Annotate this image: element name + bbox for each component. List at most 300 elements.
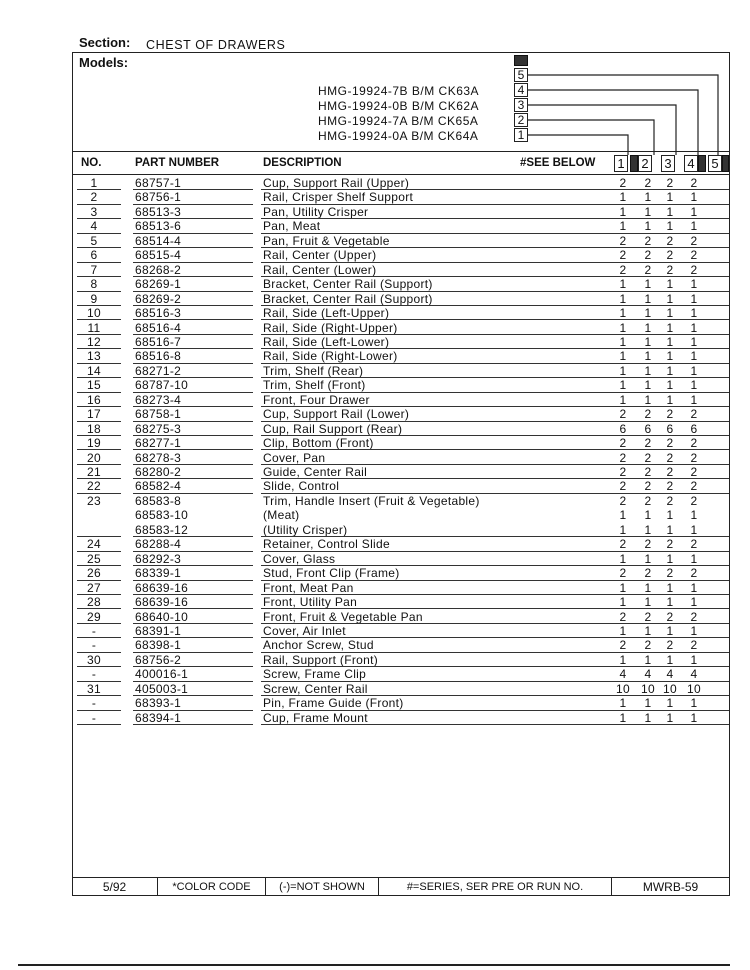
- section-label: Section:: [79, 35, 131, 50]
- model-box-5: 5: [514, 68, 528, 82]
- quantity-model-3: 1: [666, 334, 674, 349]
- quantity-model-1: 2: [619, 176, 627, 190]
- row-number: 24: [87, 537, 101, 552]
- footer-color-code: *COLOR CODE: [172, 881, 251, 893]
- part-number: 405003-1: [135, 681, 189, 696]
- quantity-model-2: 1: [644, 219, 652, 234]
- part-number: 68583-10: [135, 508, 189, 523]
- quantity-model-4: 2: [690, 450, 698, 465]
- row-number: 10: [87, 306, 101, 321]
- quantity-model-2: 1: [644, 190, 652, 205]
- quantity-model-1: 1: [619, 363, 627, 378]
- quantity-model-2: 1: [644, 334, 652, 349]
- quantity-model-2: 1: [644, 204, 652, 219]
- part-number: 68513-6: [135, 219, 182, 234]
- quantity-model-1: 1: [619, 696, 627, 711]
- quantity-model-3: 1: [666, 349, 674, 364]
- part-description: Trim, Handle Insert (Fruit & Vegetable): [263, 493, 480, 508]
- quantity-model-4: 2: [690, 609, 698, 624]
- quantity-model-3: 2: [666, 176, 674, 190]
- part-description: Retainer, Control Slide: [263, 537, 390, 552]
- row-number: -: [91, 667, 97, 682]
- part-number: 68757-1: [135, 176, 182, 190]
- table-row: [73, 638, 729, 652]
- quantity-model-3: 2: [666, 436, 674, 451]
- quantity-model-3: 2: [666, 479, 674, 494]
- quantity-model-3: 2: [666, 465, 674, 479]
- quantity-model-1: 1: [619, 522, 627, 537]
- footer-not-shown: (-)=NOT SHOWN: [279, 881, 365, 893]
- row-number: 15: [87, 378, 101, 393]
- quantity-model-1: 2: [619, 262, 627, 277]
- table-row: [73, 364, 729, 378]
- part-number: 68393-1: [135, 696, 182, 711]
- table-row: [73, 624, 729, 638]
- part-description: Rail, Center (Upper): [263, 248, 377, 263]
- model-box-2: 2: [514, 113, 528, 127]
- quantity-model-2: 2: [644, 609, 652, 624]
- row-number: 25: [87, 551, 101, 566]
- row-number: 13: [87, 349, 101, 364]
- part-number: 68269-1: [135, 277, 182, 292]
- row-number: 6: [90, 248, 98, 263]
- part-description: Front, Utility Pan: [263, 595, 358, 610]
- quantity-model-4: 1: [690, 320, 698, 335]
- quantity-model-4: 1: [690, 334, 698, 349]
- part-description: Clip, Bottom (Front): [263, 436, 374, 451]
- table-row: [73, 234, 729, 248]
- part-number: 68394-1: [135, 710, 182, 725]
- quantity-model-1: 1: [619, 291, 627, 306]
- quantity-model-3: 2: [666, 450, 674, 465]
- quantity-model-4: 2: [690, 465, 698, 479]
- row-number: 20: [87, 450, 101, 465]
- part-description: Front, Fruit & Vegetable Pan: [263, 609, 423, 624]
- col-box-5: 5: [708, 155, 722, 172]
- table-row: [73, 321, 729, 335]
- quantity-model-2: 2: [644, 176, 652, 190]
- part-number: 68640-10: [135, 609, 189, 624]
- col-box-4: 4: [684, 155, 698, 172]
- section-value: CHEST OF DRAWERS: [146, 38, 286, 52]
- part-description: (Utility Crisper): [263, 522, 348, 537]
- table-row: [73, 219, 729, 233]
- row-underline: [77, 724, 121, 725]
- part-number: 68787-10: [135, 378, 189, 393]
- table-row: [73, 465, 729, 479]
- table-row: [73, 335, 729, 349]
- part-number: 68273-4: [135, 392, 182, 407]
- quantity-model-3: 1: [666, 378, 674, 393]
- quantity-model-3: 2: [666, 262, 674, 277]
- quantity-model-4: 1: [690, 204, 698, 219]
- quantity-model-1: 2: [619, 407, 627, 422]
- row-number: 16: [87, 392, 101, 407]
- part-number: 68516-3: [135, 306, 182, 321]
- quantity-model-3: 1: [666, 522, 674, 537]
- quantity-model-3: 1: [666, 190, 674, 205]
- table-row: [73, 277, 729, 291]
- quantity-model-1: 1: [619, 551, 627, 566]
- part-description: Trim, Shelf (Front): [263, 378, 366, 393]
- part-number: 68269-2: [135, 291, 182, 306]
- quantity-model-2: 2: [644, 450, 652, 465]
- quantity-model-2: 1: [644, 378, 652, 393]
- model-box-1: 1: [514, 128, 528, 142]
- quantity-model-4: 1: [690, 696, 698, 711]
- quantity-model-4: 10: [687, 681, 701, 696]
- part-description: Pan, Meat: [263, 219, 321, 234]
- table-row: [73, 407, 729, 421]
- quantity-model-1: 1: [619, 277, 627, 292]
- col-box-2: 2: [638, 155, 652, 172]
- quantity-model-4: 1: [690, 190, 698, 205]
- part-number: 68275-3: [135, 421, 182, 436]
- quantity-model-2: 2: [644, 566, 652, 581]
- quantity-model-2: 1: [644, 595, 652, 610]
- part-number: 68268-2: [135, 262, 182, 277]
- quantity-model-2: 1: [644, 522, 652, 537]
- part-number: 400016-1: [135, 667, 189, 682]
- model-box-3: 3: [514, 98, 528, 112]
- quantity-model-1: 2: [619, 450, 627, 465]
- table-row: [73, 479, 729, 493]
- part-description: Rail, Side (Left-Upper): [263, 306, 390, 321]
- table-row: [73, 537, 729, 551]
- part-number: 68513-3: [135, 204, 182, 219]
- table-row: [73, 581, 729, 595]
- quantity-model-4: 1: [690, 363, 698, 378]
- quantity-model-1: 6: [619, 421, 627, 436]
- row-number: 19: [87, 436, 101, 451]
- row-number: 28: [87, 595, 101, 610]
- quantity-model-2: 2: [644, 537, 652, 552]
- quantity-model-4: 4: [690, 667, 698, 682]
- part-description: Cup, Frame Mount: [263, 710, 368, 725]
- quantity-model-3: 1: [666, 623, 674, 638]
- row-number: 14: [87, 363, 101, 378]
- row-number: 5: [90, 233, 98, 248]
- quantity-model-1: 2: [619, 566, 627, 581]
- model-line: HMG-19924-7A B/M CK65A: [318, 114, 479, 128]
- footer-date: 5/92: [102, 880, 127, 894]
- table-row: [73, 523, 729, 537]
- part-number: 68756-1: [135, 190, 182, 205]
- part-description: Cover, Pan: [263, 450, 326, 465]
- quantity-model-1: 1: [619, 190, 627, 205]
- footer-page-code: MWRB-59: [642, 880, 699, 894]
- quantity-model-3: 1: [666, 710, 674, 725]
- quantity-model-2: 1: [644, 349, 652, 364]
- part-number: 68516-8: [135, 349, 182, 364]
- table-row: [73, 393, 729, 407]
- quantity-model-4: 1: [690, 219, 698, 234]
- part-description: Screw, Frame Clip: [263, 667, 367, 682]
- row-number: 11: [87, 320, 101, 335]
- part-number: 68758-1: [135, 407, 182, 422]
- quantity-model-1: 2: [619, 436, 627, 451]
- row-number: 22: [87, 479, 101, 494]
- table-row: [73, 378, 729, 392]
- quantity-model-3: 2: [666, 248, 674, 263]
- quantity-model-4: 1: [690, 551, 698, 566]
- quantity-model-3: 2: [666, 638, 674, 653]
- quantity-model-1: 1: [619, 334, 627, 349]
- row-number: 2: [90, 190, 98, 205]
- row-number: 29: [87, 609, 101, 624]
- table-row: [73, 667, 729, 681]
- table-row: [73, 653, 729, 667]
- part-number: 68582-4: [135, 479, 182, 494]
- header-bottom-rule: [73, 174, 729, 175]
- quantity-model-1: 2: [619, 493, 627, 508]
- models-label: Models:: [79, 55, 129, 70]
- quantity-model-1: 4: [619, 667, 627, 682]
- quantity-model-2: 1: [644, 580, 652, 595]
- page-bottom-edge: [18, 964, 730, 966]
- quantity-model-4: 1: [690, 306, 698, 321]
- footer-series: #=SERIES, SER PRE OR RUN NO.: [406, 881, 584, 893]
- row-number: 31: [87, 681, 101, 696]
- part-description: Rail, Side (Right-Lower): [263, 349, 398, 364]
- part-description: Screw, Center Rail: [263, 681, 368, 696]
- row-number: 17: [87, 407, 101, 422]
- quantity-model-4: 2: [690, 479, 698, 494]
- quantity-model-1: 1: [619, 306, 627, 321]
- row-number: -: [91, 623, 97, 638]
- part-description: Bracket, Center Rail (Support): [263, 277, 433, 292]
- part-number: 68271-2: [135, 363, 182, 378]
- quantity-model-2: 2: [644, 638, 652, 653]
- table-row: [73, 263, 729, 277]
- quantity-model-3: 1: [666, 363, 674, 378]
- quantity-model-3: 2: [666, 609, 674, 624]
- quantity-model-1: 1: [619, 652, 627, 667]
- quantity-model-4: 1: [690, 378, 698, 393]
- row-number: 30: [87, 652, 101, 667]
- row-number: 8: [90, 277, 98, 292]
- part-number: 68292-3: [135, 551, 182, 566]
- row-underline: [133, 724, 253, 725]
- row-number: 1: [90, 176, 98, 190]
- quantity-model-2: 2: [644, 465, 652, 479]
- table-row: [73, 306, 729, 320]
- part-number: 68278-3: [135, 450, 182, 465]
- quantity-model-3: 1: [666, 291, 674, 306]
- quantity-model-4: 2: [690, 248, 698, 263]
- quantity-model-1: 2: [619, 537, 627, 552]
- quantity-model-3: 1: [666, 306, 674, 321]
- quantity-model-4: 2: [690, 493, 698, 508]
- quantity-model-2: 1: [644, 551, 652, 566]
- quantity-model-2: 2: [644, 479, 652, 494]
- col-header-description: DESCRIPTION: [263, 157, 342, 169]
- quantity-model-3: 2: [666, 407, 674, 422]
- quantity-model-4: 1: [690, 623, 698, 638]
- col-box-3: 3: [661, 155, 675, 172]
- col-header-see-below: #SEE BELOW: [520, 157, 596, 169]
- part-description: Trim, Shelf (Rear): [263, 363, 364, 378]
- quantity-model-1: 1: [619, 623, 627, 638]
- row-underline: [614, 724, 729, 725]
- table-row: [73, 190, 729, 204]
- part-number: 68756-2: [135, 652, 182, 667]
- part-description: Pan, Utility Crisper: [263, 204, 369, 219]
- quantity-model-2: 1: [644, 363, 652, 378]
- quantity-model-1: 2: [619, 465, 627, 479]
- row-number: 9: [90, 291, 98, 306]
- quantity-model-3: 1: [666, 320, 674, 335]
- part-number: 68514-4: [135, 233, 182, 248]
- part-description: Front, Meat Pan: [263, 580, 354, 595]
- quantity-model-4: 1: [690, 580, 698, 595]
- row-number: 23: [87, 493, 101, 508]
- part-description: Cup, Support Rail (Upper): [263, 176, 410, 190]
- part-number: 68583-8: [135, 493, 182, 508]
- quantity-model-4: 2: [690, 407, 698, 422]
- part-description: Cup, Support Rail (Lower): [263, 407, 410, 422]
- part-number: 68339-1: [135, 566, 182, 581]
- part-description: Cup, Rail Support (Rear): [263, 421, 403, 436]
- part-number: 68583-12: [135, 522, 189, 537]
- model-line: HMG-19924-0A B/M CK64A: [318, 129, 479, 143]
- table-row: [73, 422, 729, 436]
- col-box-shade: [722, 155, 729, 172]
- quantity-model-1: 1: [619, 580, 627, 595]
- quantity-model-1: 2: [619, 479, 627, 494]
- row-number: 21: [87, 465, 101, 479]
- table-row: [73, 292, 729, 306]
- quantity-model-4: 1: [690, 392, 698, 407]
- quantity-model-2: 4: [644, 667, 652, 682]
- quantity-model-3: 6: [666, 421, 674, 436]
- quantity-model-4: 6: [690, 421, 698, 436]
- table-row: [73, 711, 729, 725]
- quantity-model-1: 10: [616, 681, 630, 696]
- row-number: 18: [87, 421, 101, 436]
- quantity-model-3: 2: [666, 537, 674, 552]
- quantity-model-3: 1: [666, 392, 674, 407]
- table-row: [73, 436, 729, 450]
- quantity-model-4: 1: [690, 291, 698, 306]
- quantity-model-2: 10: [641, 681, 655, 696]
- part-number: 68277-1: [135, 436, 182, 451]
- table-row: [73, 682, 729, 696]
- quantity-model-2: 2: [644, 493, 652, 508]
- part-description: Rail, Support (Front): [263, 652, 379, 667]
- quantity-model-1: 1: [619, 595, 627, 610]
- quantity-model-1: 1: [619, 204, 627, 219]
- row-number: 26: [87, 566, 101, 581]
- part-description: Slide, Control: [263, 479, 340, 494]
- col-box-shade: [698, 155, 706, 172]
- model-box-4: 4: [514, 83, 528, 97]
- quantity-model-3: 2: [666, 233, 674, 248]
- part-description: Cover, Air Inlet: [263, 623, 346, 638]
- quantity-model-3: 1: [666, 580, 674, 595]
- footer: [73, 878, 729, 896]
- quantity-model-2: 2: [644, 436, 652, 451]
- part-description: Rail, Crisper Shelf Support: [263, 190, 414, 205]
- quantity-model-4: 1: [690, 652, 698, 667]
- part-number: 68639-16: [135, 580, 189, 595]
- part-description: Rail, Side (Right-Upper): [263, 320, 398, 335]
- quantity-model-2: 1: [644, 652, 652, 667]
- quantity-model-3: 1: [666, 277, 674, 292]
- quantity-model-3: 1: [666, 551, 674, 566]
- table-row: [73, 349, 729, 363]
- quantity-model-4: 2: [690, 436, 698, 451]
- quantity-model-1: 2: [619, 248, 627, 263]
- part-description: Pin, Frame Guide (Front): [263, 696, 404, 711]
- quantity-model-3: 1: [666, 696, 674, 711]
- quantity-model-3: 4: [666, 667, 674, 682]
- part-description: Guide, Center Rail: [263, 465, 368, 479]
- table-row: [73, 566, 729, 580]
- quantity-model-2: 1: [644, 277, 652, 292]
- part-description: Rail, Side (Left-Lower): [263, 334, 390, 349]
- quantity-model-3: 10: [663, 681, 677, 696]
- part-number: 68280-2: [135, 465, 182, 479]
- part-description: (Meat): [263, 508, 300, 523]
- quantity-model-2: 1: [644, 320, 652, 335]
- quantity-model-4: 2: [690, 176, 698, 190]
- quantity-model-1: 1: [619, 392, 627, 407]
- row-number: 3: [90, 204, 98, 219]
- quantity-model-2: 2: [644, 248, 652, 263]
- quantity-model-2: 2: [644, 262, 652, 277]
- quantity-model-2: 1: [644, 710, 652, 725]
- quantity-model-2: 1: [644, 306, 652, 321]
- quantity-model-1: 1: [619, 349, 627, 364]
- table-row: [73, 508, 729, 522]
- header-rule: [73, 151, 729, 152]
- part-number: 68516-7: [135, 334, 182, 349]
- col-box-1: 1: [614, 155, 628, 172]
- model-line: HMG-19924-7B B/M CK63A: [318, 84, 480, 98]
- part-number: 68516-4: [135, 320, 182, 335]
- table-row: [73, 248, 729, 262]
- quantity-model-1: 1: [619, 219, 627, 234]
- quantity-model-2: 1: [644, 392, 652, 407]
- quantity-model-2: 2: [644, 407, 652, 422]
- quantity-model-1: 1: [619, 710, 627, 725]
- quantity-model-4: 2: [690, 566, 698, 581]
- quantity-model-2: 1: [644, 508, 652, 523]
- quantity-model-2: 6: [644, 421, 652, 436]
- col-box-shade: [630, 155, 638, 172]
- part-description: Front, Four Drawer: [263, 392, 370, 407]
- part-description: Anchor Screw, Stud: [263, 638, 374, 653]
- quantity-model-4: 1: [690, 349, 698, 364]
- quantity-model-1: 1: [619, 508, 627, 523]
- quantity-model-1: 1: [619, 320, 627, 335]
- quantity-model-3: 2: [666, 493, 674, 508]
- model-connector-lines: [0, 0, 750, 180]
- table-row: [73, 176, 729, 190]
- quantity-model-3: 1: [666, 652, 674, 667]
- col-header-part-number: PART NUMBER: [135, 157, 220, 169]
- quantity-model-1: 2: [619, 638, 627, 653]
- part-number: 68639-16: [135, 595, 189, 610]
- part-number: 68398-1: [135, 638, 182, 653]
- quantity-model-4: 2: [690, 262, 698, 277]
- quantity-model-4: 2: [690, 537, 698, 552]
- quantity-model-4: 1: [690, 522, 698, 537]
- model-line: HMG-19924-0B B/M CK62A: [318, 99, 480, 113]
- table-row: [73, 552, 729, 566]
- quantity-model-4: 2: [690, 638, 698, 653]
